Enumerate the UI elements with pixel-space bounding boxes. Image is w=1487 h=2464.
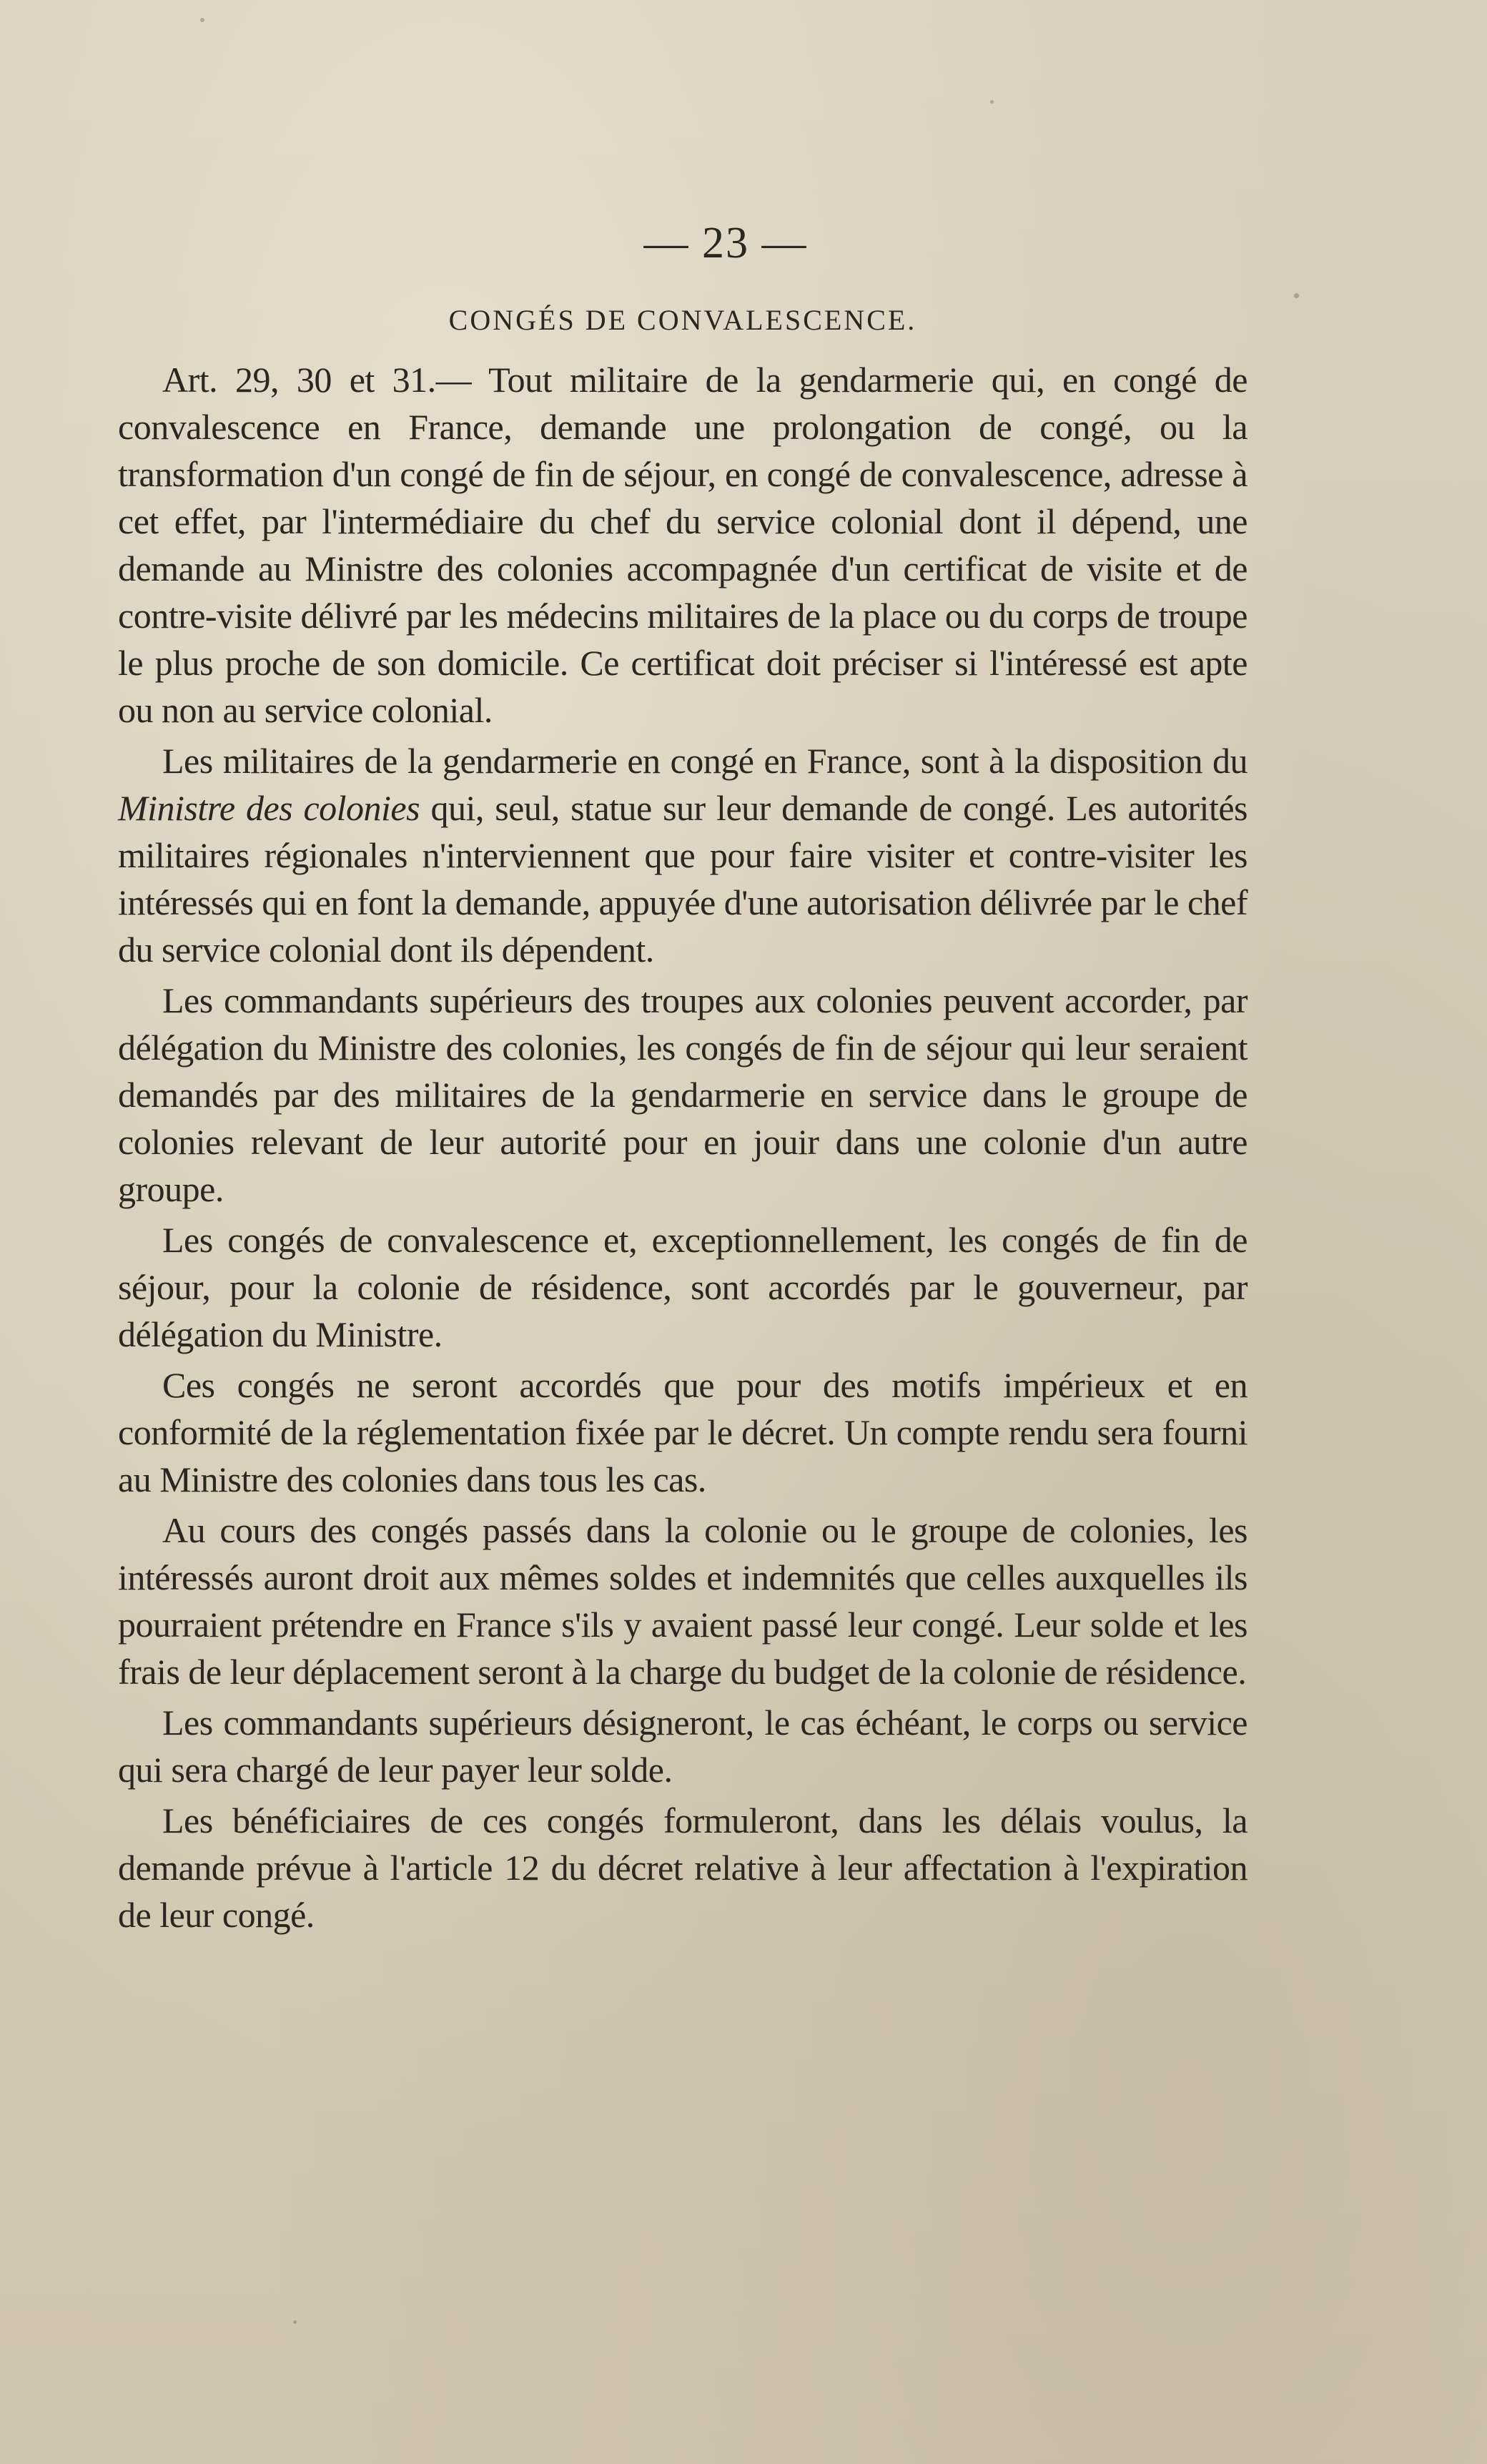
paragraph-text: Ces congés ne seront accordés que pour des motifs impérieux et en conformité de la réglementation fixée par le décret. Un compte rendu sera fourni au Ministre des colonies dans tous les cas. — [118, 1365, 1248, 1499]
paragraph-text: Les bénéficiaires de ces congés formuleront, dans les délais voulus, la demande prévue à l'article 12 du décret relative à leur affectation à l'expiration de leur congé. — [118, 1800, 1248, 1935]
paper-speck — [293, 2320, 297, 2324]
paragraph-text: Les commandants supérieurs désigneront, le cas échéant, le corps ou service qui sera chargé de leur payer leur solde. — [118, 1702, 1248, 1790]
page-content — [118, 215, 1248, 1942]
paragraph-commandants-designeront — [118, 1699, 1248, 1793]
page-number: — 23 — — [643, 219, 808, 267]
paragraph-beneficiaires — [118, 1797, 1248, 1938]
paragraph-articles — [118, 356, 1248, 734]
paper-speck — [200, 18, 204, 22]
paper-speck — [990, 100, 994, 104]
paragraph-text: Les congés de convalescence et, exceptionnellement, les congés de fin de séjour, pour la colonie de résidence, sont accordés par le gouverneur, par délégation du Ministre. — [118, 1220, 1248, 1354]
paragraph-text: Les commandants supérieurs des troupes aux colonies peuvent accorder, par délégation du Ministre des colonies, les congés de fin de séjour qui leur seraient demandés par des militaires de la gendarmerie en service dans le groupe de colonies relevant de leur autorité pour en jouir dans une colonie d'un autre groupe. — [118, 980, 1248, 1209]
paragraph-motifs-imperieux — [118, 1361, 1248, 1503]
paragraph-soldes — [118, 1507, 1248, 1695]
paragraph-conges-convalescence — [118, 1216, 1248, 1358]
emphasis-ministre: Ministre des colonies — [118, 788, 420, 828]
paragraph-text: qui, seul, statue sur leur demande de congé. Les autorités militaires régionales n'interviennent que pour faire visiter et contre-visiter les intéressés qui en font la demande, appuyée d'une autorisation délivrée par le chef du service colonial dont ils dépendent. — [118, 788, 1248, 970]
paragraph-text: Au cours des congés passés dans la colonie ou le groupe de colonies, les intéressés auront droit aux mêmes soldes et indemnités que celles auxquelles ils pourraient prétendre en France s'ils y avaient passé leur congé. Leur solde et les frais de leur déplacement seront à la charge du budget de la colonie de résidence. — [118, 1510, 1248, 1692]
paragraph-conge-france — [118, 737, 1248, 973]
paragraph-commandants-accorder — [118, 977, 1248, 1213]
paragraph-text: Les militaires de la gendarmerie en congé en France, sont à la disposition du — [162, 741, 1248, 781]
paragraph-text: Art. 29, 30 et 31.— Tout militaire de la gendarmerie qui, en congé de convalescence en France, demande une prolongation de congé, ou la transformation d'un congé de fin de séjour, en congé de convalescence, adresse à cet effet, par l'intermédiaire du chef du service colonial dont il dépend, une demande au Ministre des colonies accompagnée d'un certificat de visite et de contre-visite délivré par les médecins militaires de la place ou du corps de troupe le plus proche de son domicile. Ce certificat doit préciser si l'intéressé est apte ou non au service colonial. — [118, 360, 1248, 730]
paper-speck — [1294, 293, 1299, 298]
section-title: CONGÉS DE CONVALESCENCE. — [448, 304, 917, 336]
